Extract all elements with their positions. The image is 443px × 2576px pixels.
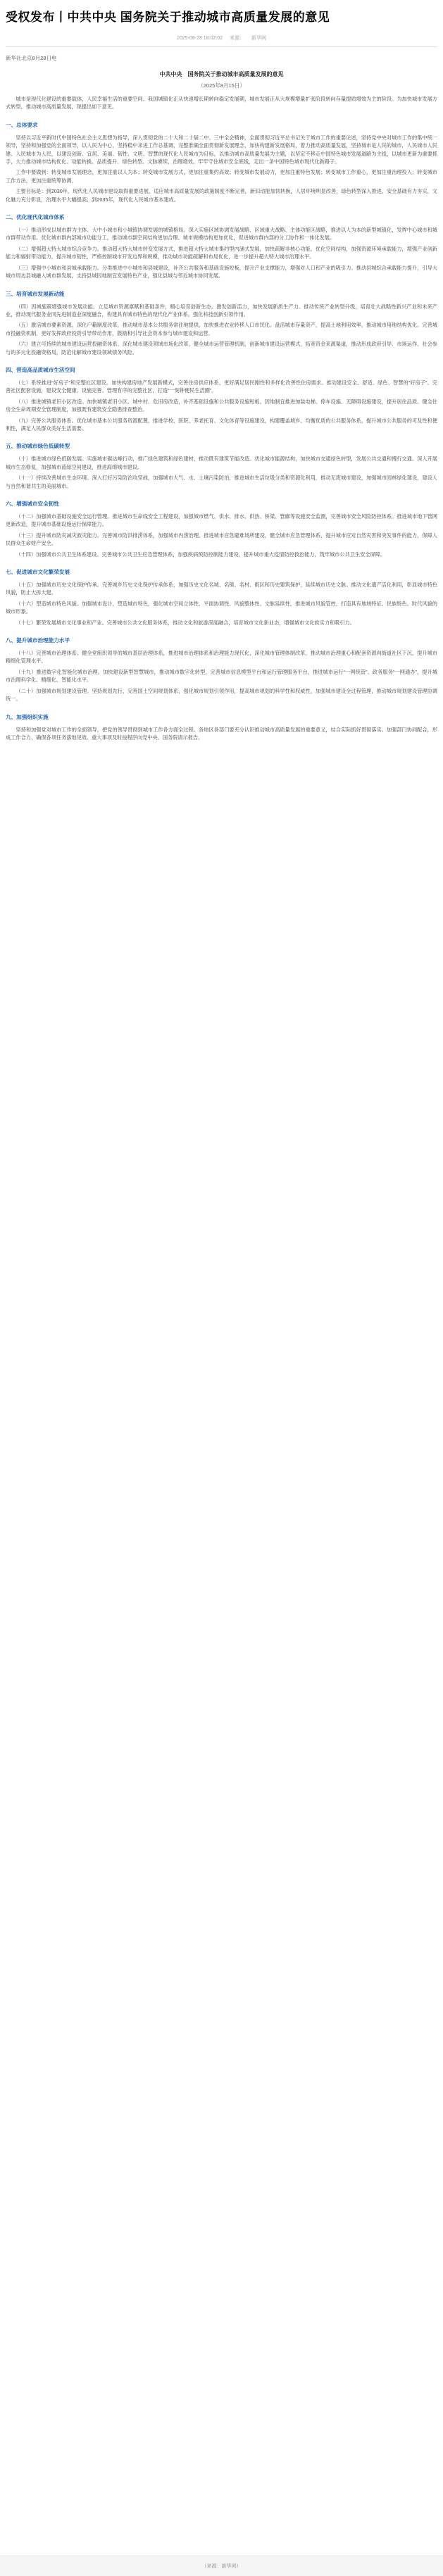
publish-time: 2025-08-28 18:02:02 (177, 36, 223, 41)
paragraph: （十五）加强城市历史文化保护传承。完善城乡历史文化保护传承体系，加强历史文化名城、名镇、名村、街区和历史建筑保护，延续城市历史文脉。推动文化遗产活化利用，彰显城市特色风貌，防止大拆大建。 (6, 582, 437, 596)
paragraph: （四）因城施策增强城市发展动能。立足城市资源禀赋和基础条件，精心培育创新生态，激发创新活力，加快发展新质生产力。推动传统产业转型升级，培育壮大战略性新兴产业和未来产业，推动现代服务业同先进制造业深度融合，构建具有城市特色的现代化产业体系，强化科技创新引领作用。 (6, 303, 437, 318)
article-meta (6, 35, 437, 42)
paragraph: （五）激活城市要素资源。深化户籍制度改革，推动城市基本公共服务常住地提供，加快推进农业转移人口市民化。盘活城市存量资产，提高土地利用效率，推动城市用地结构优化。完善城市投融资机制，更好发挥政府投资引导带动作用，鼓励和引导社会资本参与城市建设和运营。 (6, 322, 437, 337)
section-heading: 七、促进城市文化繁荣发展 (6, 569, 70, 576)
paragraph: （十三）提升城市防灾减灾救灾能力。完善城市防洪排涝体系，加强城市内涝治理。推进城市应急避难场所建设，健全城市应急管理体系，提升城市应对自然灾害和突发事件的能力，保障人民群众生命财产安全。 (6, 532, 437, 547)
article-title: 受权发布丨中共中央 国务院关于推动城市高质量发展的意见 (6, 11, 330, 24)
section-heading: 六、增强城市安全韧性 (6, 501, 59, 507)
paragraph: （十四）加强城市公共卫生体系建设。完善城市公共卫生应急管理体系，加强疾病预防控制能力建设，提升城市重大疫情防控救治能力，筑牢城市公共卫生安全屏障。 (15, 551, 386, 558)
paragraph: 坚持以习近平新时代中国特色社会主义思想为指导，深入贯彻党的二十大和二十届二中、三中全会精神，全面贯彻习近平总书记关于城市工作的重要论述，坚持党中央对城市工作的集中统一领导，坚持和加强党的全面领导，以人民为中心，坚持稳中求进工作总基调，完整准确全面贯彻新发展理念，加快构建新发展格局，着力推动高质量发展，坚持城市是人民的城市，人民城市人民建、人民城市为人民，以建设创新、宜居、美丽、韧性、文明、智慧的现代化人民城市为目标，以推动城市高质量发展为主题，以坚定不移走中国特色城市发展道路为主线，以城市更新为重要抓手，大力推动城市结构优化、动能转换、品质提升、绿色转型、文脉赓续、治理增效，牢牢守住城市安全底线，走出一条中国特色城市现代化新路子。 (6, 134, 437, 165)
article-body (6, 95, 437, 741)
paragraph: （十一）持续改善城市生态环境。深入打好污染防治攻坚战，加强城市大气、水、土壤污染防治，推进城市生活垃圾分类和资源化利用，推动无废城市建设，加强城市园林绿化建设，建设人与自然和谐共生的美丽城市。 (6, 475, 437, 489)
document-title: 中共中央 国务院关于推动城市高质量发展的意见 (159, 71, 284, 77)
paragraph: （二）增强超大特大城市综合竞争力。推动超大特大城市转变发展方式，推进超大特大城市集约型内涵式发展，加快疏解非核心功能，优化空间结构，加强资源环境承载能力，增强产业创新能力和辐射带动能力，提升城市韧性，严格控制城市开发边界和规模，推动城市功能疏解和布局优化，进一步提升超大特大城市治理水平。 (6, 245, 437, 260)
paragraph: （十九）推进数字化智能化城市治理。加快建设新型智慧城市，推动城市数字化转型，完善城市信息模型平台和运行管理服务平台，推进城市运行“一网统管”、政务服务“一网通办”，提升城市治理科学化、精细化、智能化水平。 (6, 668, 437, 684)
dateline: 新华社北京8月28日电 (6, 55, 57, 61)
divider (6, 46, 437, 47)
paragraph: 城市是现代化建设的重要载体，人民幸福生活的重要空间。我国城镇化正从快速增长期转向稳定发展期，城市发展正从大规模增量扩张阶段转向存量提质增效为主的阶段。为加快城市发展方式转型，推动城市高质量发展，现提出如下意见。 (6, 96, 437, 111)
source-label: 来源： (230, 36, 244, 41)
paragraph: 主要目标是：到2030年，现代化人民城市建设取得重要进展，适应城市高质量发展的政策制度不断完善，新旧动能加快转换，人居环境明显改善，绿色转型深入推进，安全基础有力夯实，文化魅力充分彰显，治理水平大幅提高；到2035年，现代化人民城市基本建成。 (6, 188, 437, 203)
paragraph: （十八）完善城市治理体系。健全党组织领导的城市基层治理体系，推进城市治理体系和治理能力现代化，深化城市管理体制改革，推动城市治理重心和配套资源向街道社区下沉，提升城市精细化管理水平。 (6, 650, 437, 665)
paragraph: （十七）繁荣发展城市文化事业和产业。完善城市公共文化服务体系，推动文化和旅游深度融合，培育城市文化新业态，增强城市文化软实力和吸引力。 (15, 619, 355, 626)
section-heading: 二、优化现代化城市体系 (6, 214, 65, 221)
paragraph: （六）建立可持续的城市建设运营投融资体系。深化城市建设领域市场化改革，健全城市运营管理机制，创新城市建设运营模式，拓宽资金来源渠道，推动形成政府引导、市场运作、社会参与的多元化投融资格局，防范化解城市建设领域债务风险。 (6, 341, 437, 356)
section-heading: 九、加强组织实施 (6, 713, 49, 720)
page-footer: （来源：新华网） (0, 2556, 443, 2576)
section-heading: 三、培育城市发展新动能 (6, 290, 65, 297)
paragraph: 坚持和加强党对城市工作的全面领导，把党的领导贯彻到城市工作各方面全过程。各地区各部门要充分认识推动城市高质量发展的重要意义，结合实际抓好贯彻落实。加强部门协同配合，形成工作合力，确保各项任务落地见效。重大事项及时按程序向党中央、国务院请示报告。 (6, 726, 437, 741)
paragraph: （一）推动形成以城市群为主体、大中小城市和小城镇协调发展的城镇格局。深入实施区域协调发展战略、区域重大战略、主体功能区战略，推进以人为本的新型城镇化，发挥中心城市和城市群带动作用。优化城市群内部城市功能分工，推动城市群空间结构更加合理、城市规模结构更加优化，促进城市群内部的分工协作和一体化发展。 (6, 227, 437, 241)
paragraph: （十六）塑造城市特色风貌。加强城市设计，塑造城市特色，强化城市空间立体性、平面协调性、风貌整体性、文脉延续性，推进城市风貌管控，打造具有地域特征、民族特色、时代风貌的城市形象。 (6, 600, 437, 615)
paragraph: （二十）加强城市规划建设管理。坚持规划先行，完善国土空间规划体系，强化城市规划引领作用，提高城市规划的科学性和权威性，加强城市建设全过程管理，推动城市规划建设管理协调统一。 (6, 687, 437, 703)
section-heading: 八、提升城市治理能力水平 (6, 637, 70, 644)
section-heading: 五、推动城市绿色低碳转型 (6, 443, 70, 450)
source-name[interactable]: 新华网 (251, 36, 266, 41)
section-heading: 四、营造高品质城市生活空间 (6, 366, 75, 373)
paragraph: （三）增强中小城市和县城承载能力。分类推进中小城市和县城建设，补齐公共服务和基础设施短板，提升产业支撑能力，增强对人口和产业的吸引力。推动县城综合承载能力提升，引导大城市周边县城融入城市群发展，支持县城因地制宜发展特色产业，强化县城与邻近城市协同发展。 (6, 264, 437, 279)
section-heading: 一、总体要求 (6, 121, 38, 128)
paragraph: （八）推进城镇老旧小区改造。加快城镇老旧小区、城中村、危旧房改造，补齐基础设施和公共服务设施短板。因地制宜推进加装电梯、停车设施、无障碍设施建设，提升居住品质。健全住房全生命周期安全管理制度，加强既有建筑安全隐患排查整治。 (6, 398, 437, 413)
document-date: （2025年8月15日） (198, 82, 245, 89)
paragraph: （十二）加强城市基础设施安全运行管理。推进城市生命线安全工程建设，加强城市燃气、供水、排水、供热、桥梁、管廊等设施安全监测，完善城市安全风险防控体系。推进城市地下管网更新改造，提升城市基础设施运行保障能力。 (6, 513, 437, 528)
paragraph: （九）完善公共服务体系。优化城市基本公共服务资源配置，推进学校、医院、养老托育、文化体育等设施建设，构建覆盖城乡、均衡优质的公共服务体系，提升城市公共服务的可及性和便利性，满足人民群众美好生活需要。 (6, 417, 437, 432)
paragraph: 工作中要做到：转变城市发展理念，更加注重以人为本；转变城市发展方式，更加注重集约高效；转变城市发展动力，更加注重特色发展；转变城市工作重心，更加注重治理投入；转变城市工作方法，更加注重统筹协调。 (6, 169, 437, 184)
paragraph: （十）推进城市绿色低碳发展。实施城市碳达峰行动，推广绿色建筑和绿色建材，推动既有建筑节能改造。优化城市能源结构，加快城市交通绿色转型，发展公共交通和慢行交通。深入开展城市生态修复，加强城市蓝绿空间建设，推进海绵城市建设。 (6, 455, 437, 470)
paragraph: （七）系统推进“好房子”和完整社区建设。加快构建房地产发展新模式，完善住房供应体系，更好满足居民刚性和多样化改善性住房需求。推动建设安全、舒适、绿色、智慧的“好房子”。完善社区配套设施，建设安全健康、设施完善、管理有序的完整社区，打造“一刻钟便民生活圈”。 (6, 379, 437, 394)
